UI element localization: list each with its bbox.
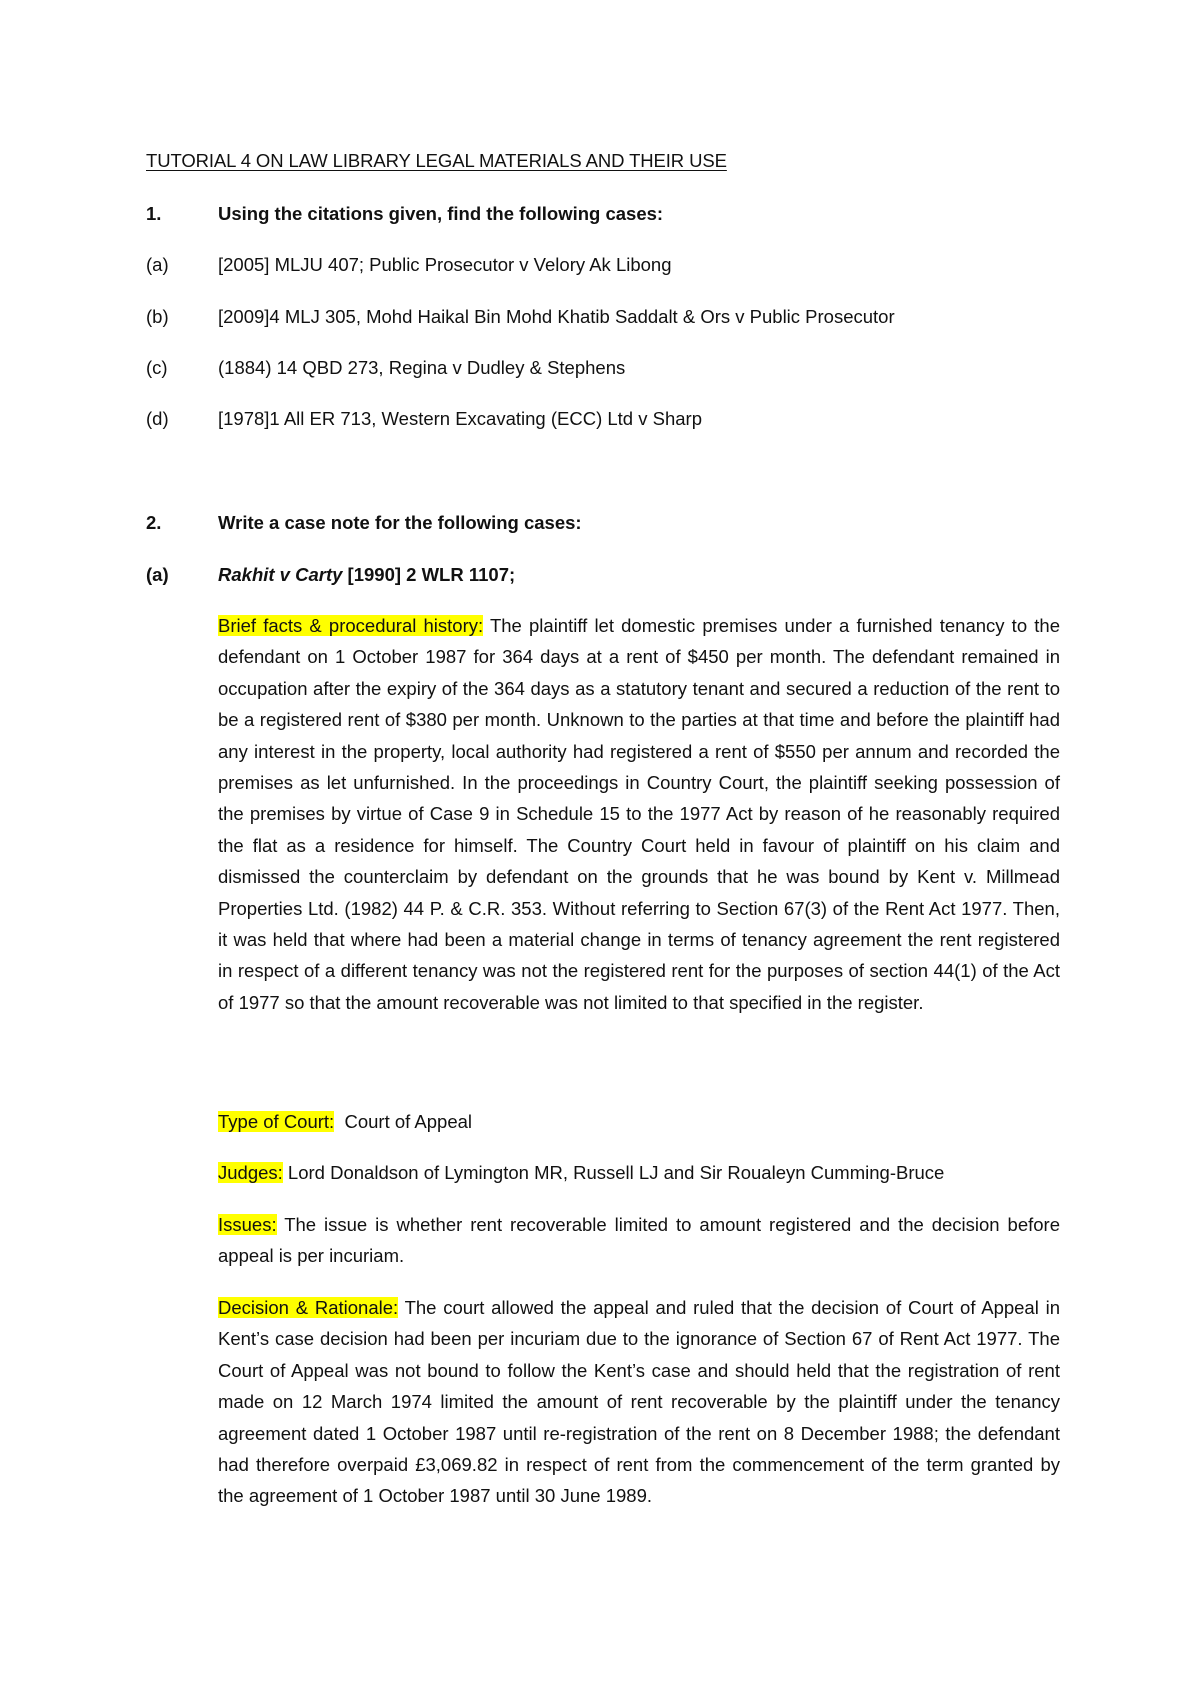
decision-label: Decision & Rationale:	[218, 1297, 399, 1318]
court-text: Court of Appeal	[334, 1111, 473, 1132]
decision-paragraph	[218, 1292, 1060, 1512]
citation-item-label: (d)	[146, 408, 169, 429]
citation-item-label: (a)	[146, 254, 169, 275]
citation-item-c	[146, 357, 625, 379]
judges-label: Judges:	[218, 1162, 283, 1183]
brief-facts-text: The plaintiff let domestic premises under a furnished tenancy to the defendant on 1 October 1987 for 364 days at a rent of $450 per month. The defendant remained in occupation after the expiry of the 364 days as a statutory tenant and secured a reduction of the rent to be a registered rent of $380 per month. Unknown to the parties at that time and before the plaintiff had any interest in the property, local authority had registered a rent of $550 per annum and recorded the premises as let unfurnished. In the proceedings in Country Court, the plaintiff seeking possession of the premises by virtue of Case 9 in Schedule 15 to the 1977 Act by reason of he reasonably required the flat as a residence for himself. The Country Court held in favour of plaintiff on his claim and dismissed the counterclaim by defendant on the grounds that he was bound by Kent v. Millmead Properties Ltd. (1982) 44 P. & C.R. 353. Without referring to Section 67(3) of the Rent Act 1977. Then, it was held that where had been a material change in terms of tenancy agreement the rent registered in respect of a different tenancy was not the registered rent for the purposes of section 44(1) of the Act of 1977 so that the amount recoverable was not limited to that specified in the register.	[218, 615, 1060, 1013]
citation-item-label: (c)	[146, 357, 168, 378]
case-a-heading	[146, 564, 515, 586]
court-label: Type of Court:	[218, 1111, 335, 1132]
citation-item-text: [1978]1 All ER 713, Western Excavating (ECC) Ltd v Sharp	[218, 408, 702, 429]
citation-item-text: (1884) 14 QBD 273, Regina v Dudley & Stephens	[218, 357, 626, 378]
question-1-heading	[146, 203, 663, 225]
brief-facts-paragraph	[218, 610, 1060, 1018]
brief-facts-label: Brief facts & procedural history:	[218, 615, 484, 636]
case-a-name: Rakhit v Carty	[218, 564, 343, 585]
citation-item-text: [2005] MLJU 407; Public Prosecutor v Velory Ak Libong	[218, 254, 672, 275]
issues-text: The issue is whether rent recoverable limited to amount registered and the decision before appeal is per incuriam.	[218, 1214, 1060, 1267]
court-paragraph	[218, 1106, 1060, 1137]
question-1-text: Using the citations given, find the following cases:	[218, 203, 664, 224]
question-2-number: 2.	[146, 512, 162, 533]
case-a-citation: [1990] 2 WLR 1107;	[342, 564, 516, 585]
judges-text: Lord Donaldson of Lymington MR, Russell LJ and Sir Roualeyn Cumming-Bruce	[282, 1162, 945, 1183]
question-2-heading	[146, 512, 582, 534]
citation-item-d	[146, 408, 702, 430]
case-a-label: (a)	[146, 564, 169, 585]
citation-item-label: (b)	[146, 306, 169, 327]
citation-item-text: [2009]4 MLJ 305, Mohd Haikal Bin Mohd Khatib Saddalt & Ors v Public Prosecutor	[218, 306, 895, 327]
issues-paragraph	[218, 1209, 1060, 1272]
citation-item-a	[146, 254, 672, 276]
issues-label: Issues:	[218, 1214, 277, 1235]
question-1-number: 1.	[146, 203, 162, 224]
document-title: TUTORIAL 4 ON LAW LIBRARY LEGAL MATERIALS AND THEIR USE	[146, 150, 727, 171]
question-2-text: Write a case note for the following cases:	[218, 512, 582, 533]
decision-text: The court allowed the appeal and ruled that the decision of Court of Appeal in Kent’s case decision had been per incuriam due to the ignorance of Section 67 of Rent Act 1977. The Court of Appeal was not bound to follow the Kent’s case and should held that the registration of rent made on 12 March 1974 limited the amount of rent recoverable by the plaintiff under the tenancy agreement dated 1 October 1987 until re-registration of the rent on 8 December 1988; the defendant had therefore overpaid £3,069.82 in respect of rent from the commencement of the term granted by the agreement of 1 October 1987 until 30 June 1989.	[218, 1297, 1061, 1507]
judges-paragraph	[218, 1157, 1060, 1188]
citation-item-b	[146, 306, 895, 328]
